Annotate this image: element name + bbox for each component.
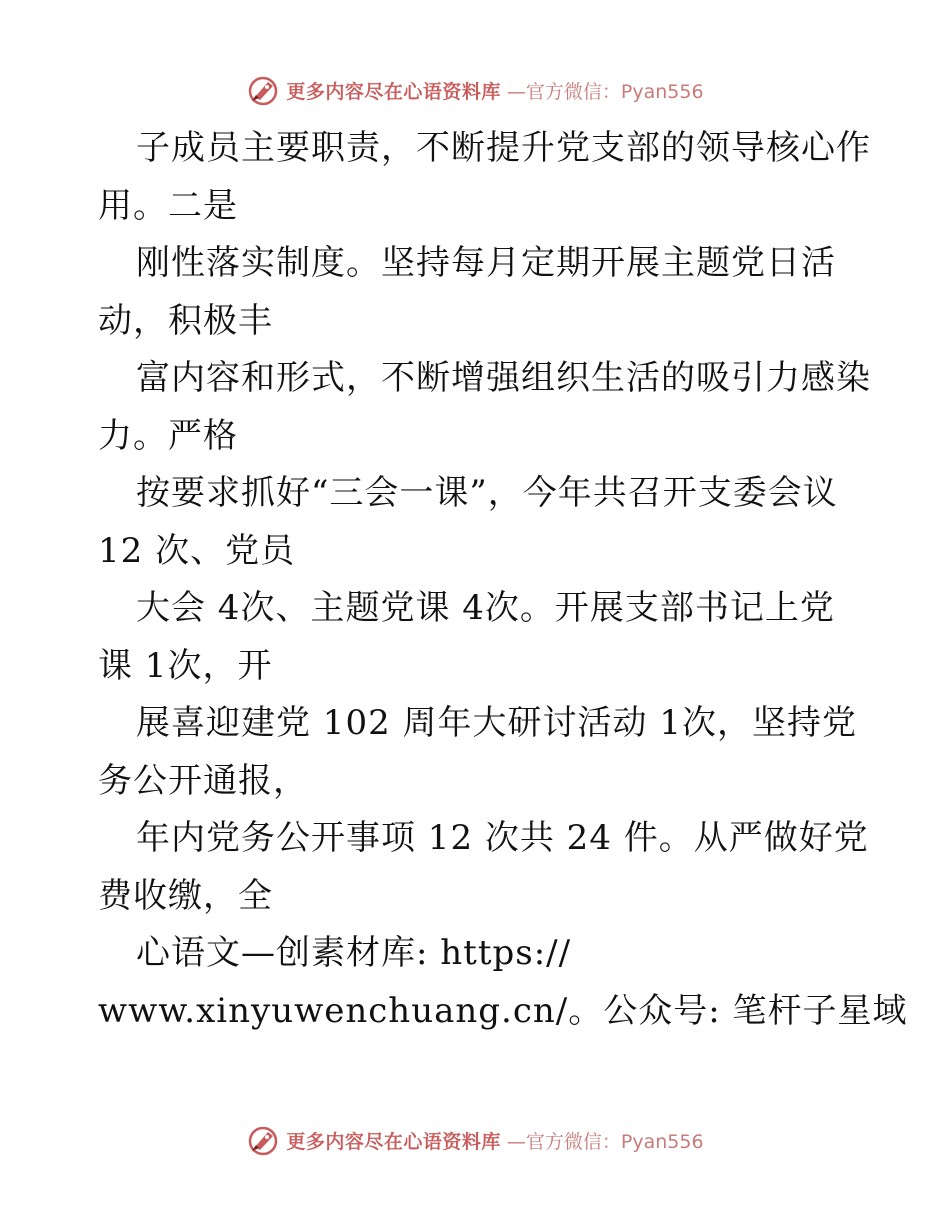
footer-banner — [0, 1120, 950, 1160]
text-line: 子成员主要职责，不断提升党支部的领导核心作 — [136, 128, 871, 168]
text-line: 务公开通报， — [98, 760, 308, 801]
pen-nib-logo-icon — [246, 1123, 280, 1157]
text-line: 展喜迎建党 102 周年大研讨活动 1次，坚持党 — [136, 703, 857, 743]
text-line: 按要求抓好“三会一课”，今年共召开支委会议 — [136, 473, 838, 513]
text-line: 富内容和形式，不断增强组织生活的吸引力感染 — [136, 358, 871, 398]
text-line: 心语文—创素材库: https:// — [136, 933, 572, 973]
text-line: www.xinyuwenchuang.cn/。公众号: 笔杆子星域 — [98, 990, 908, 1031]
pen-nib-logo-icon — [246, 73, 280, 107]
header-banner — [0, 70, 950, 110]
banner-title: 更多内容尽在心语资料库 — [286, 1130, 501, 1153]
text-line: 12 次、党员 — [98, 530, 296, 571]
text-line: 年内党务公开事项 12 次共 24 件。从严做好党 — [136, 818, 869, 858]
text-line: 用。二是 — [98, 185, 238, 226]
text-line: 课 1次，开 — [98, 645, 273, 686]
banner-wechat-id: —官方微信：Pyan556 — [506, 1130, 704, 1153]
document-body — [98, 120, 908, 1040]
banner-title: 更多内容尽在心语资料库 — [286, 80, 501, 103]
text-line: 大会 4次、主题党课 4次。开展支部书记上党 — [136, 588, 835, 628]
text-line: 力。严格 — [98, 415, 238, 456]
text-line: 费收缴，全 — [98, 875, 273, 916]
banner-wechat-id: —官方微信：Pyan556 — [506, 80, 704, 103]
text-line: 刚性落实制度。坚持每月定期开展主题党日活 — [136, 243, 836, 283]
text-line: 动，积极丰 — [98, 300, 273, 341]
